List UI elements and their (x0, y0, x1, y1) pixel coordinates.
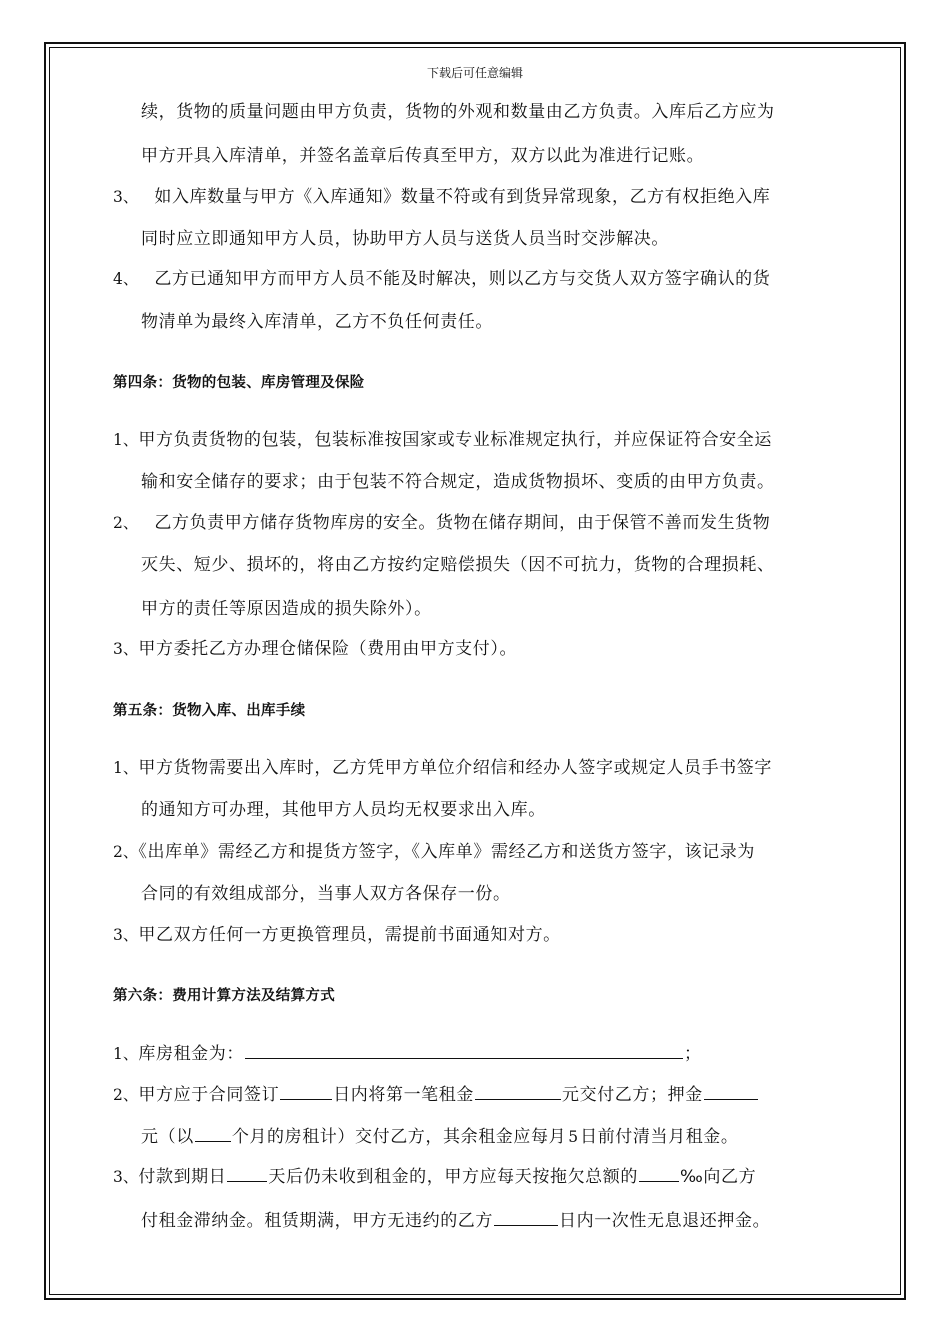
paragraph-line: 输和安全储存的要求；由于包装不符合规定，造成货物损坏、变质的由甲方负责。 (141, 472, 775, 492)
list-text: 甲方负责货物的包装，包装标准按国家或专业标准规定执行，并应保证符合安全运 (138, 430, 772, 450)
list-number: 3、 (113, 188, 139, 206)
list-text: 天后仍未收到租金的，甲方应每天按拖欠总额的 (268, 1167, 638, 1187)
late-fee-rate-blank (639, 1164, 679, 1182)
section-heading: 第六条：费用计算方法及结算方式 (113, 988, 335, 1004)
refund-days-blank (494, 1208, 558, 1226)
list-text: 乙方已通知甲方而甲方人员不能及时解决，则以乙方与交货人双方签字确认的货 (148, 269, 771, 289)
first-rent-blank (475, 1082, 561, 1100)
deposit-blank (704, 1082, 758, 1100)
list-text: 元交付乙方；押金 (562, 1085, 703, 1105)
list-item (113, 186, 770, 208)
paragraph-line: 同时应立即通知甲方人员，协助甲方人员与送货人员当时交涉解决。 (141, 229, 669, 249)
list-item (113, 1041, 702, 1065)
list-number: 1、 (113, 431, 139, 449)
list-text: 甲方应于合同签订 (138, 1085, 280, 1105)
list-text: 如入库数量与甲方《入库通知》数量不符或有到货异常现象，乙方有权拒绝入库 (148, 187, 771, 207)
list-text: 甲方委托乙方办理仓储保险（费用由甲方支付）。 (138, 639, 518, 659)
list-text: 付款到期日 (138, 1167, 227, 1187)
list-text: 日内将第一笔租金 (333, 1085, 474, 1105)
list-number: 4、 (113, 270, 139, 288)
due-day: 5 (568, 1128, 579, 1146)
paragraph-line: 灭失、短少、损坏的，将由乙方按约定赔偿损失（因不可抗力，货物的合理损耗、 (141, 555, 775, 575)
text-segment: 个月的房租计）交付乙方，其余租金应每月 (231, 1127, 567, 1147)
paragraph-line: 合同的有效组成部分，当事人双方各保存一份。 (141, 884, 511, 904)
page-header: 下载后可任意编辑 (426, 66, 523, 80)
list-number: 2、 (113, 514, 139, 532)
text-segment: 付租金滞纳金。租赁期满，甲方无违约的乙方 (141, 1211, 493, 1231)
rent-amount-blank (245, 1041, 683, 1059)
paragraph-line: 续，货物的质量问题由甲方负责，货物的外观和数量由乙方负责。入库后乙方应为 (141, 102, 775, 122)
list-text: 库房租金为： (138, 1044, 244, 1064)
section-heading: 第五条：货物入库、出库手续 (113, 703, 306, 719)
paragraph-line: 甲方开具入库清单，并签名盖章后传真至甲方，双方以此为准进行记账。 (141, 146, 705, 166)
list-number: 2、 (113, 843, 139, 861)
list-number: 3、 (113, 926, 139, 944)
list-number: 3、 (113, 1168, 139, 1186)
text-segment: 元（以 (141, 1127, 194, 1147)
list-text: 甲方货物需要出入库时，乙方凭甲方单位介绍信和经办人签字或规定人员手书签字 (138, 758, 772, 778)
list-item (113, 1082, 759, 1106)
list-item (113, 757, 772, 779)
text-segment: 日内一次性无息退还押金。 (559, 1211, 771, 1231)
text-segment: 日前付清当月租金。 (580, 1127, 739, 1147)
list-item (113, 1164, 756, 1188)
list-number: 3、 (113, 640, 139, 658)
list-number: 2、 (113, 1086, 139, 1104)
list-item (113, 841, 755, 863)
paragraph-line: 甲方的责任等原因造成的损失除外）。 (141, 599, 432, 619)
list-text: 甲乙双方任何一方更换管理员，需提前书面通知对方。 (138, 925, 561, 945)
list-text: 乙方负责甲方储存货物库房的安全。货物在储存期间，由于保管不善而发生货物 (148, 513, 771, 533)
paragraph-line (141, 1124, 739, 1148)
list-text: ‰向乙方 (679, 1167, 757, 1187)
paragraph-line: 的通知方可办理，其他甲方人员均无权要求出入库。 (141, 800, 546, 820)
section-heading: 第四条：货物的包装、库房管理及保险 (113, 375, 365, 391)
list-number: 1、 (113, 1045, 139, 1063)
list-item (113, 512, 770, 534)
list-item (113, 924, 561, 946)
overdue-days-blank (227, 1164, 267, 1182)
paragraph-line: 物清单为最终入库清单，乙方不负任何责任。 (141, 312, 493, 332)
months-blank (195, 1124, 231, 1142)
list-text: ； (683, 1044, 702, 1064)
list-item (113, 268, 770, 290)
list-text: 《出库单》需经乙方和提货方签字，《入库单》需经乙方和送货方签字，该记录为 (138, 842, 755, 862)
list-item (113, 638, 517, 660)
list-item (113, 429, 772, 451)
days-blank (280, 1082, 332, 1100)
list-number: 1、 (113, 759, 139, 777)
paragraph-line (141, 1208, 770, 1232)
